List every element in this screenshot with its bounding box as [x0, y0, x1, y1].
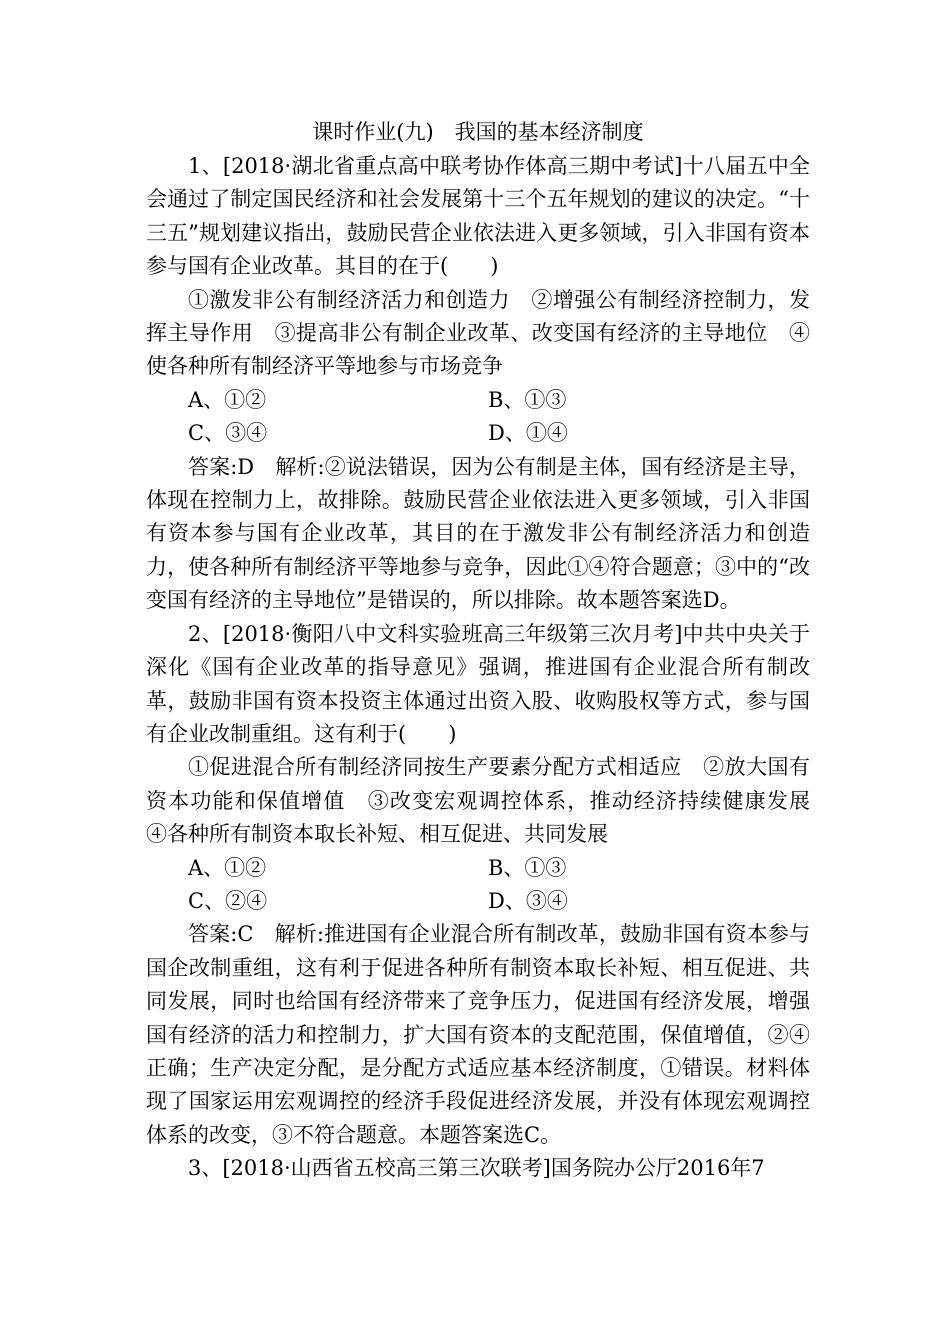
question-stem: 1、[2018·湖北省重点高中联考协作体高三期中考试]十八届五中全会通过了制定国民经济和社会发展第十三个五年规划的建议的决定。“十三五”规划建议指出，鼓励民营企业依法进入更多领域，引入非国有资本参与国有企业改革。其目的在于( ): [146, 154, 810, 279]
option-c: C、②④: [188, 888, 268, 913]
document-page: [146, 114, 831, 1186]
page-title: 课时作业(九) 我国的基本经济制度: [312, 120, 644, 144]
option-d: D、①④: [488, 421, 568, 446]
option-d: D、③④: [488, 888, 568, 913]
answer-explanation: 答案:C 解析:推进国有企业混合所有制改革，鼓励非国有资本参与国企改制重组，这有利于促进各种所有制资本取长补短、相互促进、共同发展，同时也给国有经济带来了竞争压力，促进国有经济发展，增强国有经济的活力和控制力，扩大国有资本的支配范围，保值增值，②④正确；生产决定分配，是分配方式适应基本经济制度，①错误。材料体现了国家运用宏观调控的经济手段促进经济发展，并没有体现宏观调控体系的改变，③不符合题意。本题答案选C。: [146, 922, 810, 1147]
question-items: ①激发非公有制经济活力和创造力 ②增强公有制经济控制力，发挥主导作用 ③提高非公有制企业改革、改变国有经济的主导地位 ④使各种所有制经济平等地参与市场竞争: [146, 287, 810, 379]
question-stem: 2、[2018·衡阳八中文科实验班高三年级第三次月考]中共中央关于深化《国有企业改革的指导意见》强调，推进国有企业混合所有制改革，鼓励非国有资本投资主体通过出资入股、收购股权等方式，参与国有企业改制重组。这有利于( ): [146, 621, 810, 746]
question-3: [146, 1152, 810, 1185]
option-b: B、①③: [488, 855, 567, 880]
option-a: A、①②: [188, 855, 267, 880]
question-stem: 3、[2018·山西省五校高三第三次联考]国务院办公厅2016年7: [188, 1156, 765, 1181]
answer-explanation: 答案:D 解析:②说法错误，因为公有制是主体，国有经济是主导，体现在控制力上，故排除。鼓励民营企业依法进入更多领域，引入非国有资本参与国有企业改革，其目的在于激发非公有制经济活力和创造力，使各种所有制经济平等地参与竞争，因此①④符合题意；③中的“改变国有经济的主导地位”是错误的，所以排除。故本题答案选D。: [146, 454, 810, 613]
question-1: [146, 150, 810, 618]
option-a: A、①②: [188, 387, 267, 412]
answer-options: [146, 384, 810, 451]
answer-options: [146, 852, 810, 919]
question-items: ①促进混合所有制经济同按生产要素分配方式相适应 ②放大国有资本功能和保值增值 ③改变宏观调控体系，推动经济持续健康发展 ④各种所有制资本取长补短、相互促进、共同发展: [146, 755, 831, 847]
option-c: C、③④: [188, 421, 268, 446]
question-2: [146, 618, 831, 1153]
option-b: B、①③: [488, 387, 567, 412]
